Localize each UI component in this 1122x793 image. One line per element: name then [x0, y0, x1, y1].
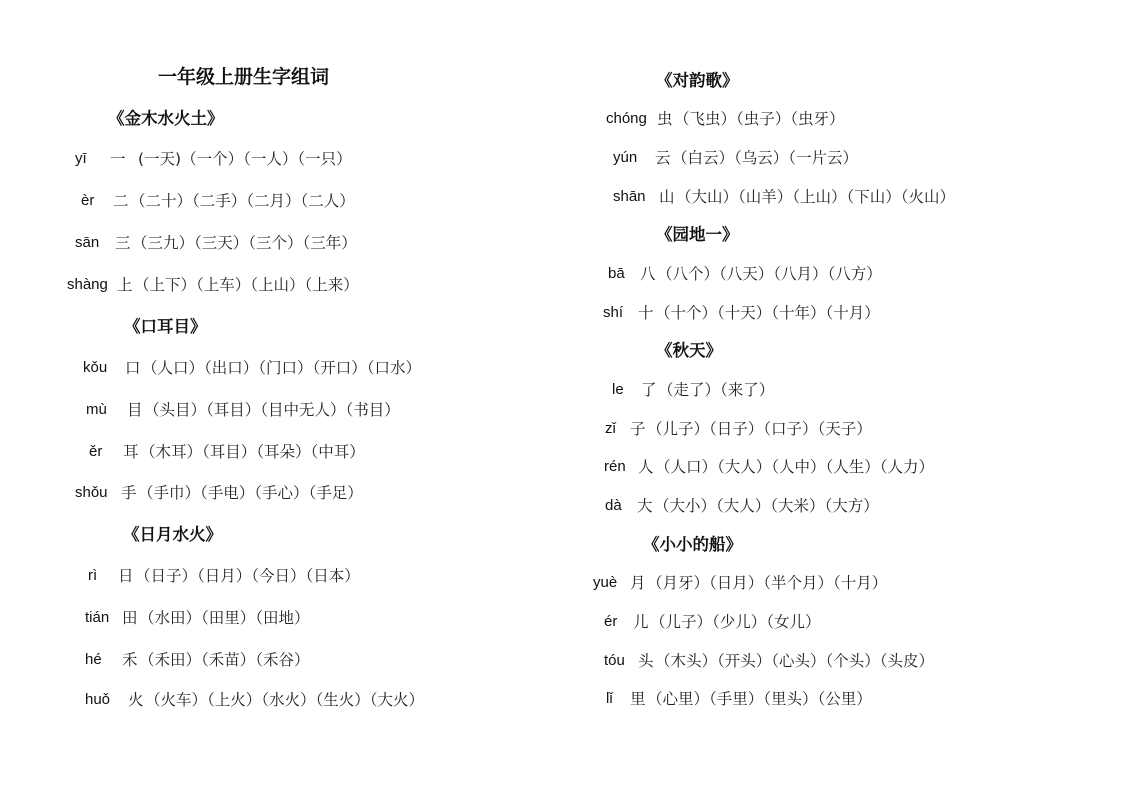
pinyin: yún — [613, 149, 638, 166]
character: 三 — [115, 234, 131, 252]
pinyin: ěr — [89, 443, 103, 460]
pinyin: shān — [613, 188, 646, 205]
character: 儿 — [633, 613, 649, 631]
word-list: （月牙）（日月）（半个月）（十月） — [647, 574, 888, 592]
pinyin: sān — [75, 234, 100, 251]
pinyin: lǐ — [606, 690, 613, 707]
pinyin: tóu — [604, 652, 625, 669]
word-list: （日子）（日月）（今日）（日本） — [135, 567, 360, 585]
word-list: （白云）（乌云）（一片云） — [672, 149, 859, 167]
word-list: （木耳）（耳目）（耳朵）（中耳） — [140, 443, 365, 461]
character: 月 — [630, 574, 646, 592]
pinyin: mù — [86, 401, 107, 418]
character: 头 — [638, 652, 654, 670]
pinyin: shàng — [67, 276, 108, 293]
pinyin: ér — [604, 613, 618, 630]
section-heading: 《口耳目》 — [124, 317, 207, 336]
word-list: （飞虫）（虫子）（虫牙） — [674, 110, 845, 128]
character: 上 — [117, 276, 133, 294]
section-heading: 《对韵歌》 — [656, 71, 739, 90]
word-list: （走了）（来了） — [658, 381, 775, 399]
character: 田 — [122, 609, 138, 627]
pinyin: zǐ — [605, 420, 616, 437]
word-list: （心里）（手里）（里头）（公里） — [647, 690, 872, 708]
pinyin: bā — [608, 265, 625, 282]
character: 手 — [121, 484, 137, 502]
character: 人 — [638, 458, 654, 476]
pinyin: shí — [603, 304, 624, 321]
character: 一 — [110, 150, 126, 168]
section-heading: 《日月水火》 — [123, 525, 222, 544]
word-list: （三九）（三天）（三个）（三年） — [132, 234, 357, 252]
document-title: 一年级上册生字组词 — [158, 66, 330, 88]
word-list: （上下）（上车）（上山）（上来） — [134, 276, 359, 294]
pinyin: kǒu — [83, 359, 108, 376]
word-list: （禾田）（禾苗）（禾谷） — [139, 651, 310, 669]
character: 耳 — [123, 443, 139, 461]
character: 口 — [125, 359, 141, 377]
word-list: （人口）（出口）（门口）（开口）（口水） — [142, 359, 422, 377]
character: 子 — [630, 420, 646, 438]
character: 了 — [641, 381, 657, 399]
pinyin: huǒ — [85, 691, 111, 708]
pinyin: yī — [75, 150, 87, 167]
word-list: （人口）（大人）（人中）（人生）（人力） — [655, 458, 935, 476]
word-list: （儿子）（日子）（口子）（天子） — [647, 420, 872, 438]
word-list: (一天)（一个）（一人）（一只） — [138, 150, 352, 168]
word-list: （水田）（田里）（田地） — [139, 609, 310, 627]
pinyin: hé — [85, 651, 102, 668]
section-heading: 《金木水火土》 — [108, 109, 224, 128]
word-list: （二十）（二手）（二月）（二人） — [130, 192, 355, 210]
character: 二 — [113, 192, 129, 210]
character: 大 — [637, 497, 653, 515]
pinyin: rì — [88, 567, 98, 584]
pinyin: èr — [81, 192, 95, 209]
section-heading: 《秋天》 — [656, 341, 722, 360]
word-list: （木头）（开头）（心头）（个头）（头皮） — [655, 652, 935, 670]
word-list: （火车）（上火）（水火）（生火）（大火） — [145, 691, 425, 709]
word-list: （十个）（十天）（十年）（十月） — [655, 304, 880, 322]
pinyin: dà — [605, 497, 622, 514]
character: 禾 — [122, 651, 138, 669]
word-list: （大小）（大人）（大米）（大方） — [654, 497, 879, 515]
character: 八 — [640, 265, 656, 283]
character: 日 — [118, 567, 134, 585]
section-heading: 《小小的船》 — [643, 535, 742, 554]
pinyin: tián — [85, 609, 110, 626]
word-list: （八个）（八天）（八月）（八方） — [657, 265, 882, 283]
pinyin: le — [612, 381, 624, 398]
character: 山 — [659, 188, 675, 206]
pinyin: shǒu — [75, 484, 108, 501]
pinyin: yuè — [593, 574, 618, 591]
word-list: （大山）（山羊）（上山）（下山）（火山） — [676, 188, 956, 206]
character: 虫 — [657, 110, 673, 128]
character: 火 — [128, 691, 144, 709]
section-heading: 《园地一》 — [656, 225, 739, 244]
word-list: （手巾）（手电）（手心）（手足） — [138, 484, 363, 502]
pinyin: chóng — [606, 110, 647, 127]
character: 里 — [630, 690, 646, 708]
character: 云 — [655, 149, 671, 167]
character: 十 — [638, 304, 654, 322]
word-list: （头目）（耳目）（目中无人）（书目） — [144, 401, 400, 419]
pinyin: rén — [604, 458, 626, 475]
word-list: （儿子）（少儿）（女儿） — [650, 613, 821, 631]
character: 目 — [127, 401, 143, 419]
